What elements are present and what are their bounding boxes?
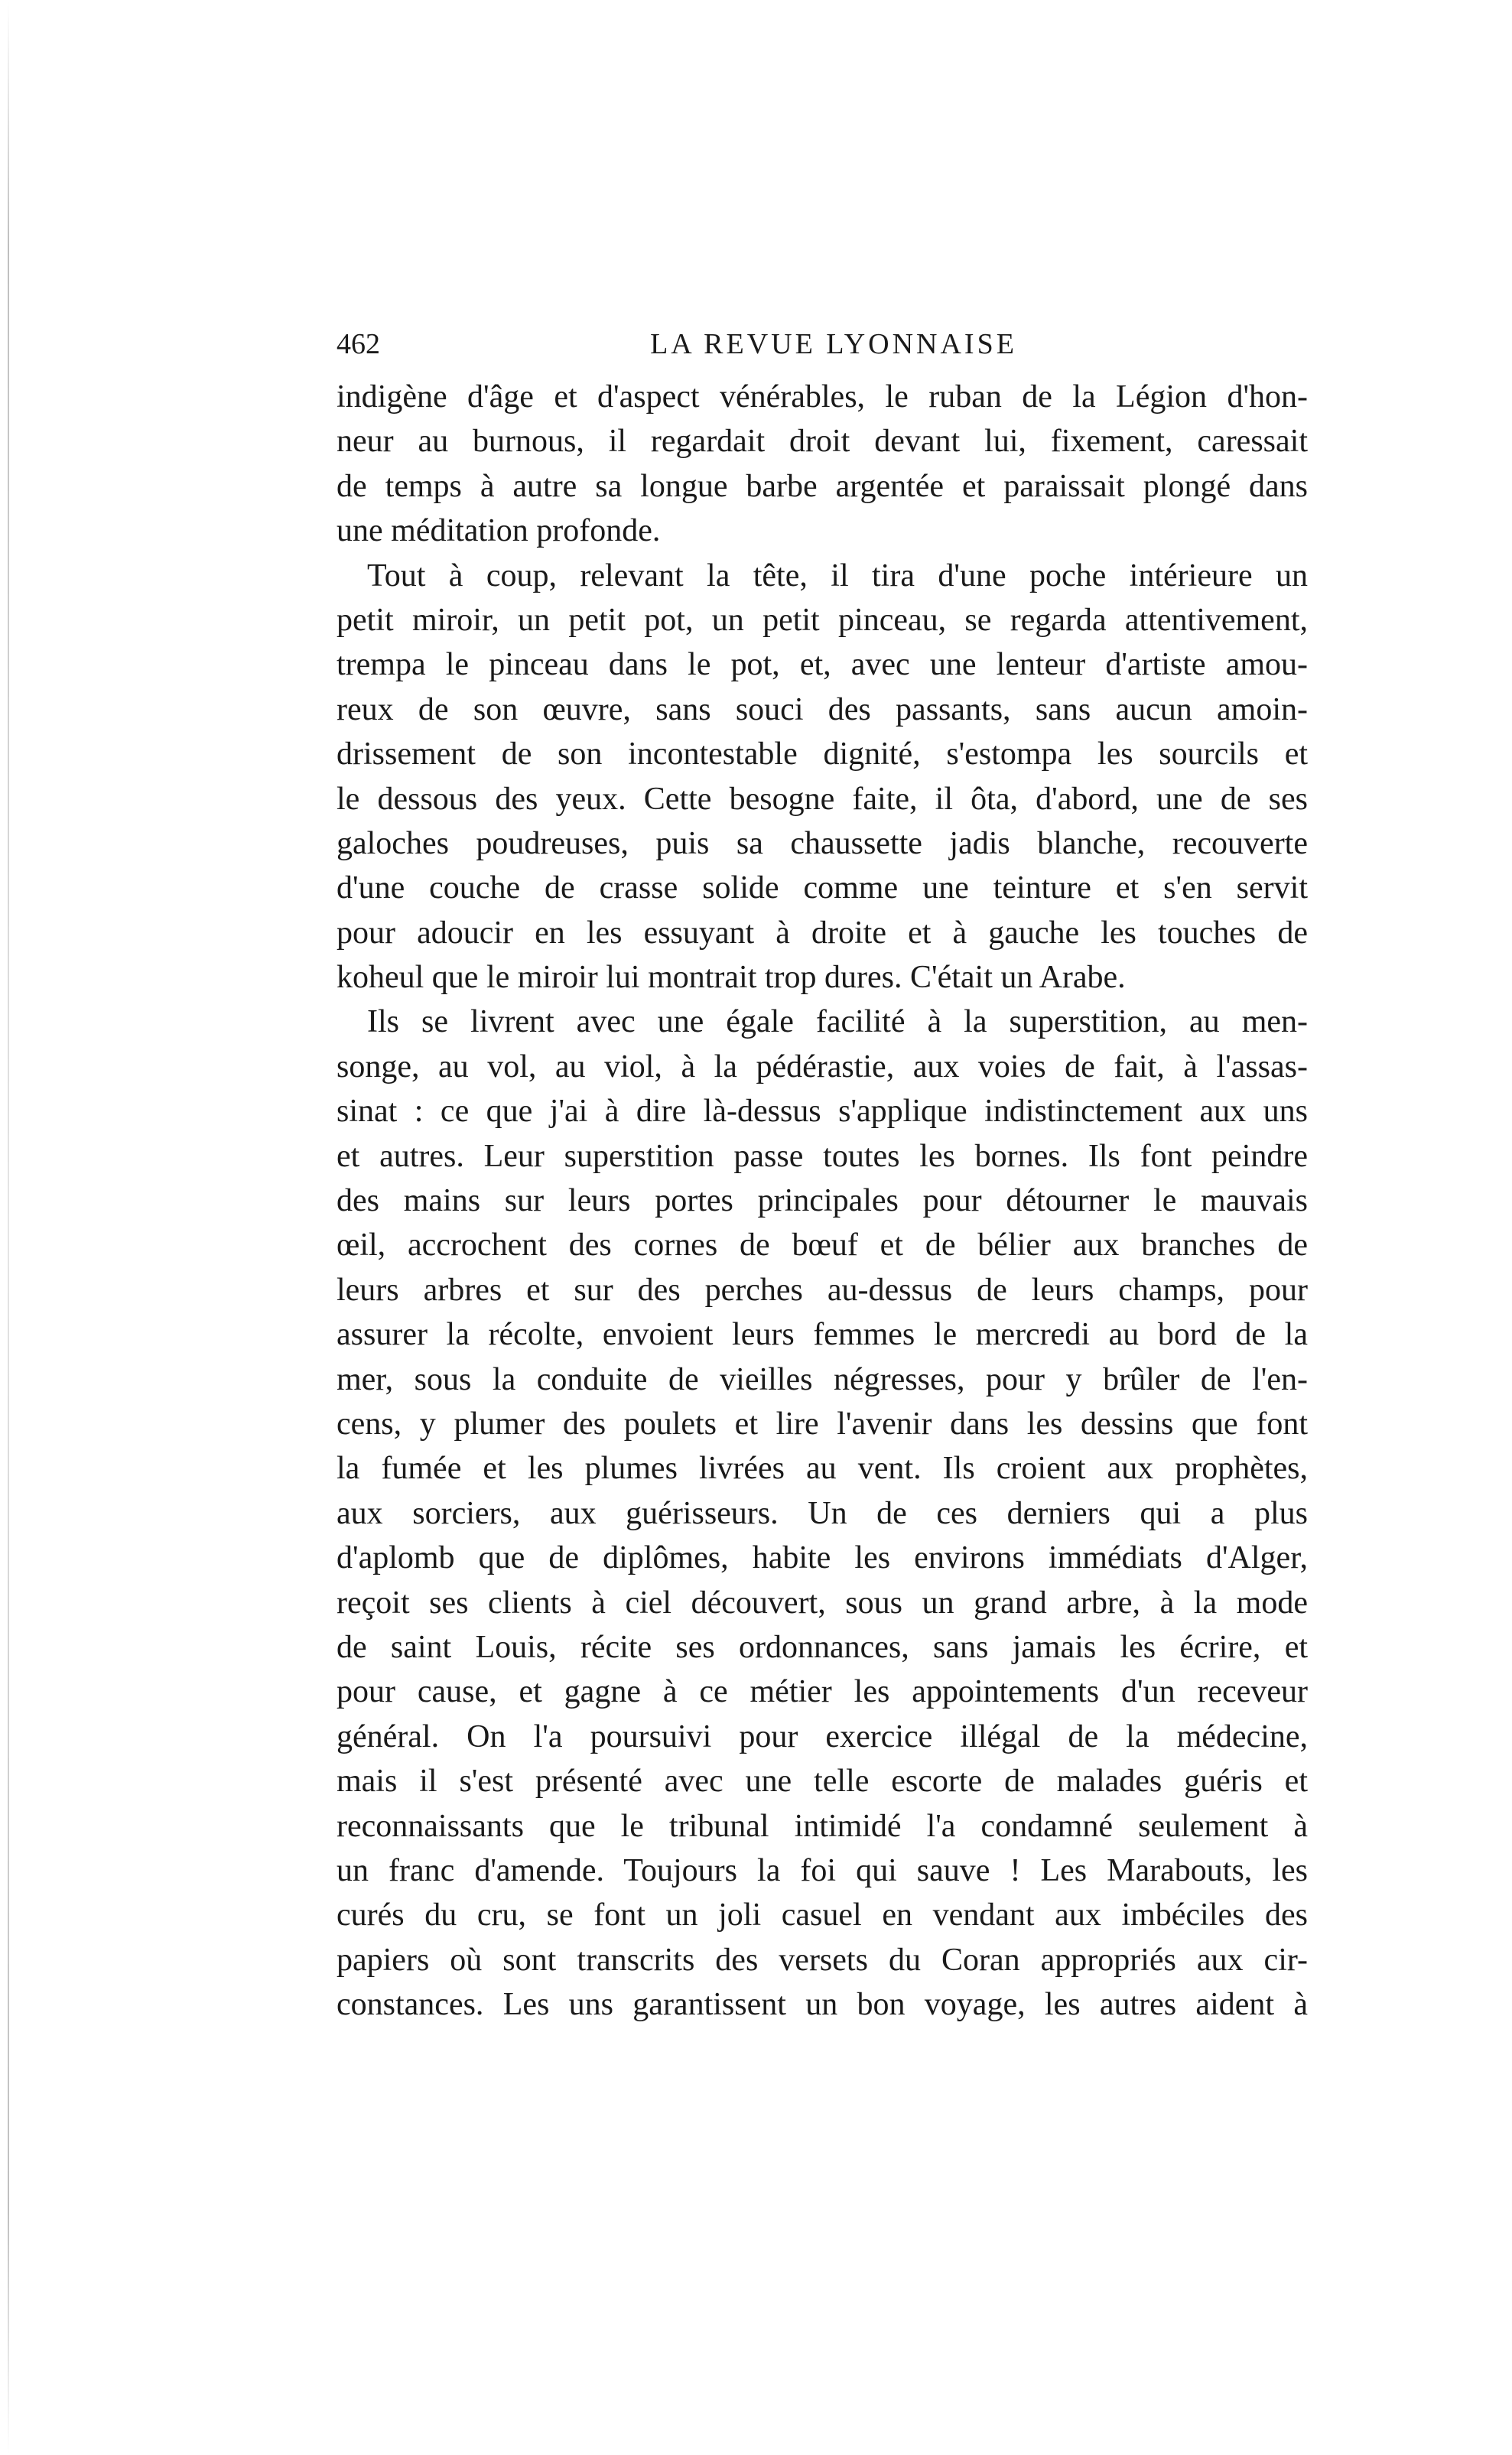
running-head [337, 321, 1308, 367]
text-line: d'une couche de crasse solide comme une teinture et s'en servit [337, 870, 1308, 906]
text-line: koheul que le miroir lui montrait trop dures. C'était un Arabe. [337, 960, 1126, 996]
text-line: curés du cru, se font un joli casuel en vendant aux imbéciles des [337, 1897, 1308, 1933]
text-line: œil, accrochent des cornes de bœuf et de bélier aux branches de [337, 1228, 1308, 1263]
text-line: neur au burnous, il regardait droit devant lui, fixement, caressait [337, 424, 1308, 460]
text-line: pour cause, et gagne à ce métier les appointements d'un receveur [337, 1674, 1308, 1710]
text-line: reconnaissants que le tribunal intimidé l'a condamné seulement à [337, 1808, 1308, 1844]
text-line: petit miroir, un petit pot, un petit pinceau, se regarda attentivement, [337, 602, 1308, 638]
text-line: trempa le pinceau dans le pot, et, avec une lenteur d'artiste amou- [337, 647, 1308, 683]
text-line: Ils se livrent avec une égale facilité à la superstition, au men- [367, 1004, 1308, 1040]
text-line: reçoit ses clients à ciel découvert, sous un grand arbre, à la mode [337, 1585, 1308, 1621]
text-line: un franc d'amende. Toujours la foi qui sauve ! Les Marabouts, les [337, 1852, 1308, 1888]
text-line: aux sorciers, aux guérisseurs. Un de ces derniers qui a plus [337, 1495, 1308, 1531]
text-line: d'aplomb que de diplômes, habite les environs immédiats d'Alger, [337, 1540, 1308, 1576]
text-line: des mains sur leurs portes principales pour détourner le mauvais [337, 1183, 1308, 1219]
text-line: pour adoucir en les essuyant à droite et à gauche les touches de [337, 915, 1308, 951]
text-line: songe, au vol, au viol, à la pédérastie, aux voies de fait, à l'assas- [337, 1049, 1308, 1084]
text-line: reux de son œuvre, sans souci des passants, sans aucun amoin- [337, 691, 1308, 727]
text-line: de saint Louis, récite ses ordonnances, sans jamais les écrire, et [337, 1629, 1308, 1665]
page-number: 462 [337, 328, 380, 360]
text-line: assurer la récolte, envoient leurs femmes le mercredi au bord de la [337, 1317, 1308, 1353]
running-title: LA REVUE LYONNAISE [650, 328, 1017, 360]
text-line: une méditation profonde. [337, 513, 661, 549]
text-line: général. On l'a poursuivi pour exercice illégal de la médecine, [337, 1718, 1308, 1754]
text-line: et autres. Leur superstition passe toutes les bornes. Ils font peindre [337, 1138, 1308, 1174]
text-line: le dessous des yeux. Cette besogne faite, il ôta, d'abord, une de ses [337, 781, 1308, 817]
text-line: galoches poudreuses, puis sa chaussette jadis blanche, recouverte [337, 825, 1308, 861]
text-line: de temps à autre sa longue barbe argentée et paraissait plongé dans [337, 468, 1308, 504]
text-line: la fumée et les plumes livrées au vent. Ils croient aux prophètes, [337, 1451, 1308, 1487]
text-line: sinat : ce que j'ai à dire là-dessus s'applique indistinctement aux uns [337, 1094, 1308, 1130]
text-line: Tout à coup, relevant la tête, il tira d'une poche intérieure un [367, 558, 1308, 593]
text-line: constances. Les uns garantissent un bon voyage, les autres aident à [337, 1987, 1308, 2023]
text-line: mer, sous la conduite de vieilles négresses, pour y brûler de l'en- [337, 1361, 1308, 1397]
text-line: mais il s'est présenté avec une telle escorte de malades guéris et [337, 1764, 1308, 1800]
text-line: drissement de son incontestable dignité, s'estompa les sourcils et [337, 736, 1308, 772]
body-text [337, 375, 1308, 2027]
text-line: indigène d'âge et d'aspect vénérables, le ruban de la Légion d'hon- [337, 379, 1308, 415]
text-line: cens, y plumer des poulets et lire l'avenir dans les dessins que font [337, 1406, 1308, 1442]
text-line: papiers où sont transcrits des versets du Coran appropriés aux cir- [337, 1942, 1308, 1978]
page-edge-shadow [8, 0, 9, 2455]
text-line: leurs arbres et sur des perches au-dessus de leurs champs, pour [337, 1272, 1308, 1308]
